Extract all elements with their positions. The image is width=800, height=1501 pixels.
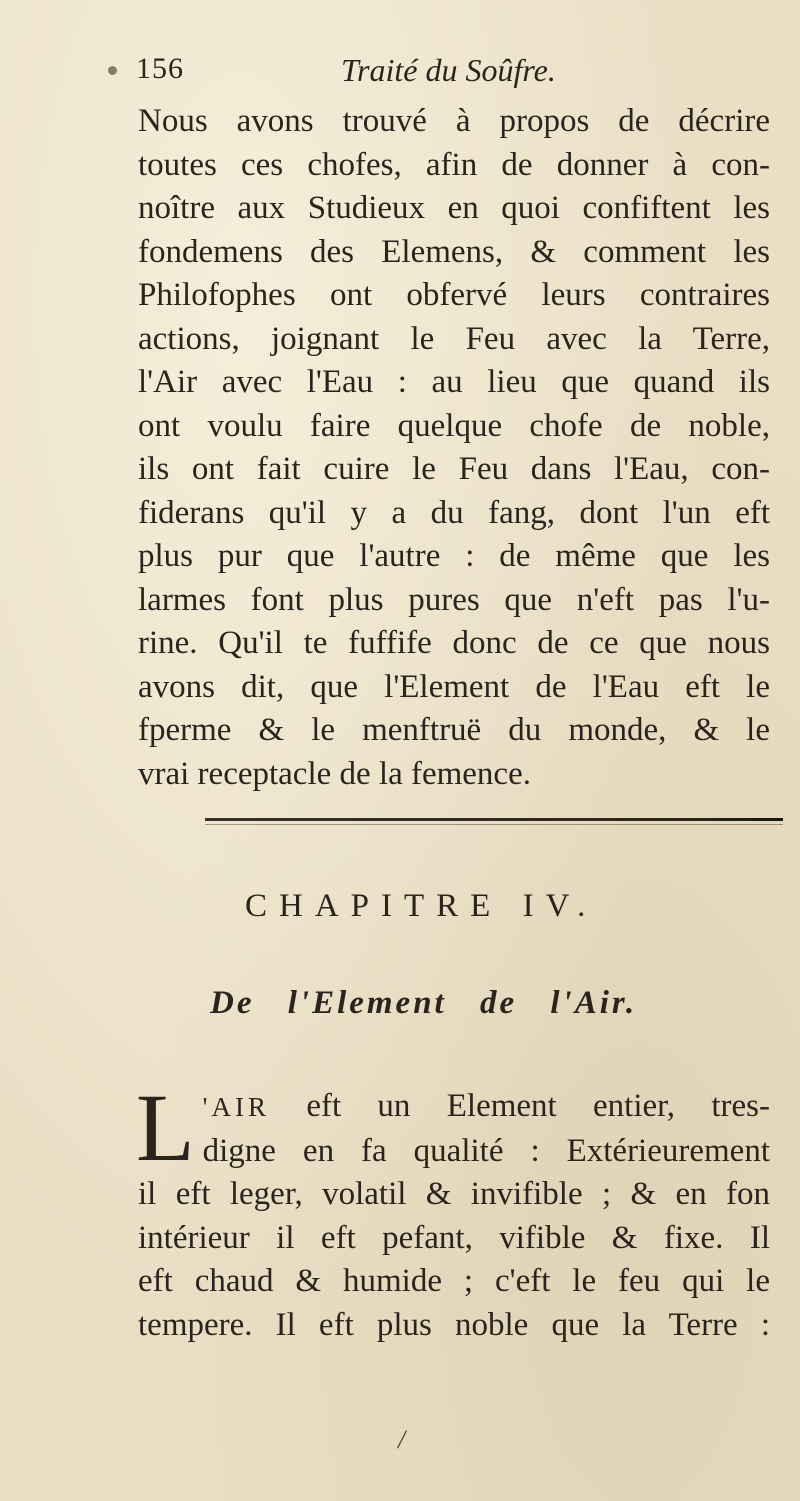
text-line: vrai receptacle de la femence. xyxy=(138,755,531,792)
text-line: fperme & le menftruë du monde, & le xyxy=(138,712,770,748)
text-line: fondemens des Elemens, & comment les xyxy=(138,233,770,270)
text-line: noître aux Studieux en quoi confiftent les xyxy=(138,190,770,226)
page-number: 156 xyxy=(136,52,184,85)
text-line: intérieur il eft pefant, vifible & fixe. Il xyxy=(138,1219,770,1256)
paragraph-text xyxy=(138,100,770,796)
text-line: fiderans qu'il y a du fang, dont l'un eft xyxy=(138,494,770,531)
chapter-text xyxy=(136,1074,770,1347)
text-line: toutes ces chofes, afin de donner à con- xyxy=(138,146,770,183)
text-line: plus pur que l'autre : de même que les xyxy=(138,538,770,574)
first-line-rest: eft un Element entier, tres- xyxy=(270,1088,770,1124)
section-divider xyxy=(205,818,783,821)
drop-initial: L xyxy=(136,1074,195,1181)
text-line: tempere. Il eft plus noble que la Terre : xyxy=(138,1306,770,1343)
text-line: larmes font plus pures que n'eft pas l'u- xyxy=(138,581,770,618)
page-header xyxy=(136,52,776,92)
text-line: il eft leger, volatil & invifible ; & en fon xyxy=(138,1176,770,1212)
text-line: eft chaud & humide ; c'eft le feu qui le xyxy=(138,1263,770,1299)
chapter-subtitle: De l'Element de l'Air. xyxy=(210,985,638,1021)
running-title: Traité du Soûfre. xyxy=(341,52,556,88)
text-line: l'Air avec l'Eau : au lieu que quand ils xyxy=(138,364,770,400)
text-line: Philofophes ont obfervé leurs contraires xyxy=(138,277,770,313)
text-line: digne en fa qualité : Extérieurement xyxy=(202,1132,770,1169)
text-line: Nous avons trouvé à propos de décrire xyxy=(138,103,770,139)
text-line: avons dit, que l'Element de l'Eau eft le xyxy=(138,668,770,705)
section-divider-thin xyxy=(205,824,783,825)
chapter-heading: CHAPITRE IV. xyxy=(245,888,598,924)
text-line: ils ont fait cuire le Feu dans l'Eau, con- xyxy=(138,451,770,487)
text-line: actions, joignant le Feu avec la Terre, xyxy=(138,320,770,357)
catch-mark: / xyxy=(398,1425,406,1454)
text-line: rine. Qu'il te fuffife donc de ce que nous xyxy=(138,625,770,661)
ink-speck xyxy=(108,66,117,75)
first-word: 'AIR xyxy=(202,1092,271,1122)
text-line: ont voulu faire quelque chofe de noble, xyxy=(138,407,770,444)
text-line xyxy=(138,1085,770,1130)
